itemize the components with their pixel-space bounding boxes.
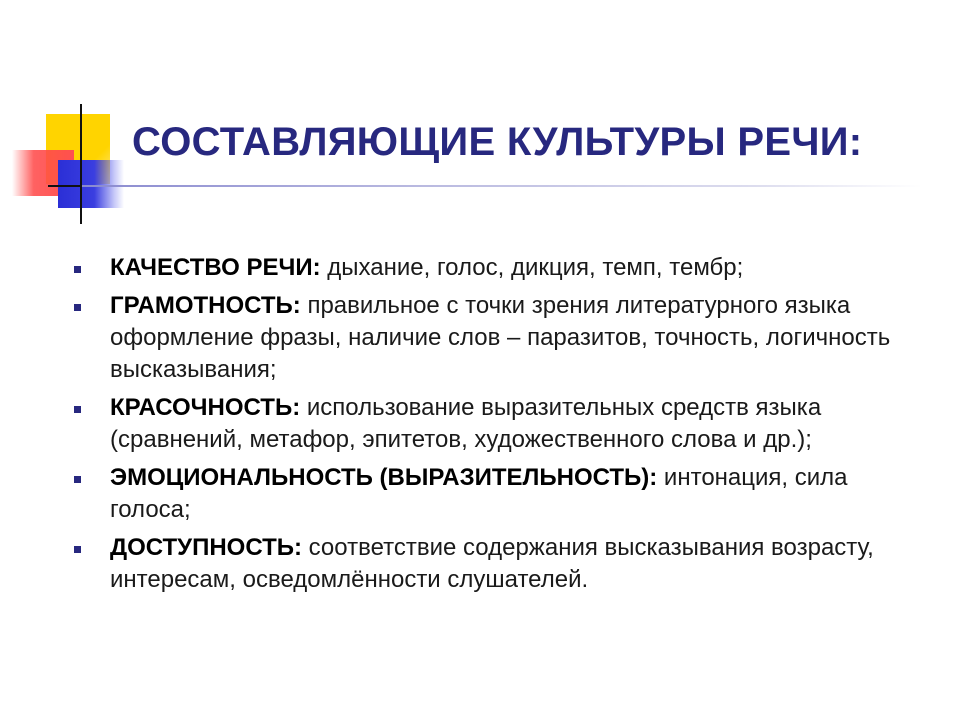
bullet-term: КАЧЕСТВО РЕЧИ:: [110, 254, 321, 281]
slide-title: СОСТАВЛЯЮЩИЕ КУЛЬТУРЫ РЕЧИ:: [132, 120, 863, 164]
title-underline: [82, 185, 922, 187]
bullet-text: правильное с точки зрения литературного языка оформление фразы, наличие слов – паразитов, точность, логичность высказывания;: [110, 292, 891, 383]
bullet-term: КРАСОЧНОСТЬ:: [110, 394, 301, 421]
bullet-text: использование выразительных средств языка (сравнений, метафор, эпитетов, художественного слова и др.);: [110, 394, 822, 453]
bullet-item-accessibility: [72, 532, 932, 596]
bullet-square-icon: [74, 304, 81, 311]
bullet-item-literacy: [72, 290, 932, 386]
bullet-text: соответствие содержания высказывания возрасту, интересам, осведомлённости слушателей.: [110, 534, 874, 593]
bullet-square-icon: [74, 406, 81, 413]
bullet-text: дыхание, голос, дикция, темп, тембр;: [320, 254, 744, 281]
bullet-item-speech-quality: [72, 252, 932, 284]
bullet-term: ДОСТУПНОСТЬ:: [110, 534, 302, 561]
bullet-square-icon: [74, 266, 81, 273]
bullet-item-emotionality: [72, 462, 932, 526]
bullet-square-icon: [74, 476, 81, 483]
bullet-text: интонация, сила голоса;: [110, 464, 848, 523]
bullet-item-colorfulness: [72, 392, 932, 456]
bullet-square-icon: [74, 546, 81, 553]
decorative-blue-square: [58, 160, 124, 208]
decorative-vertical-line: [80, 104, 82, 224]
bullet-term: ЭМОЦИОНАЛЬНОСТЬ (ВЫРАЗИТЕЛЬНОСТЬ):: [110, 464, 658, 491]
bullet-list: [72, 252, 932, 602]
bullet-term: ГРАМОТНОСТЬ:: [110, 292, 301, 319]
